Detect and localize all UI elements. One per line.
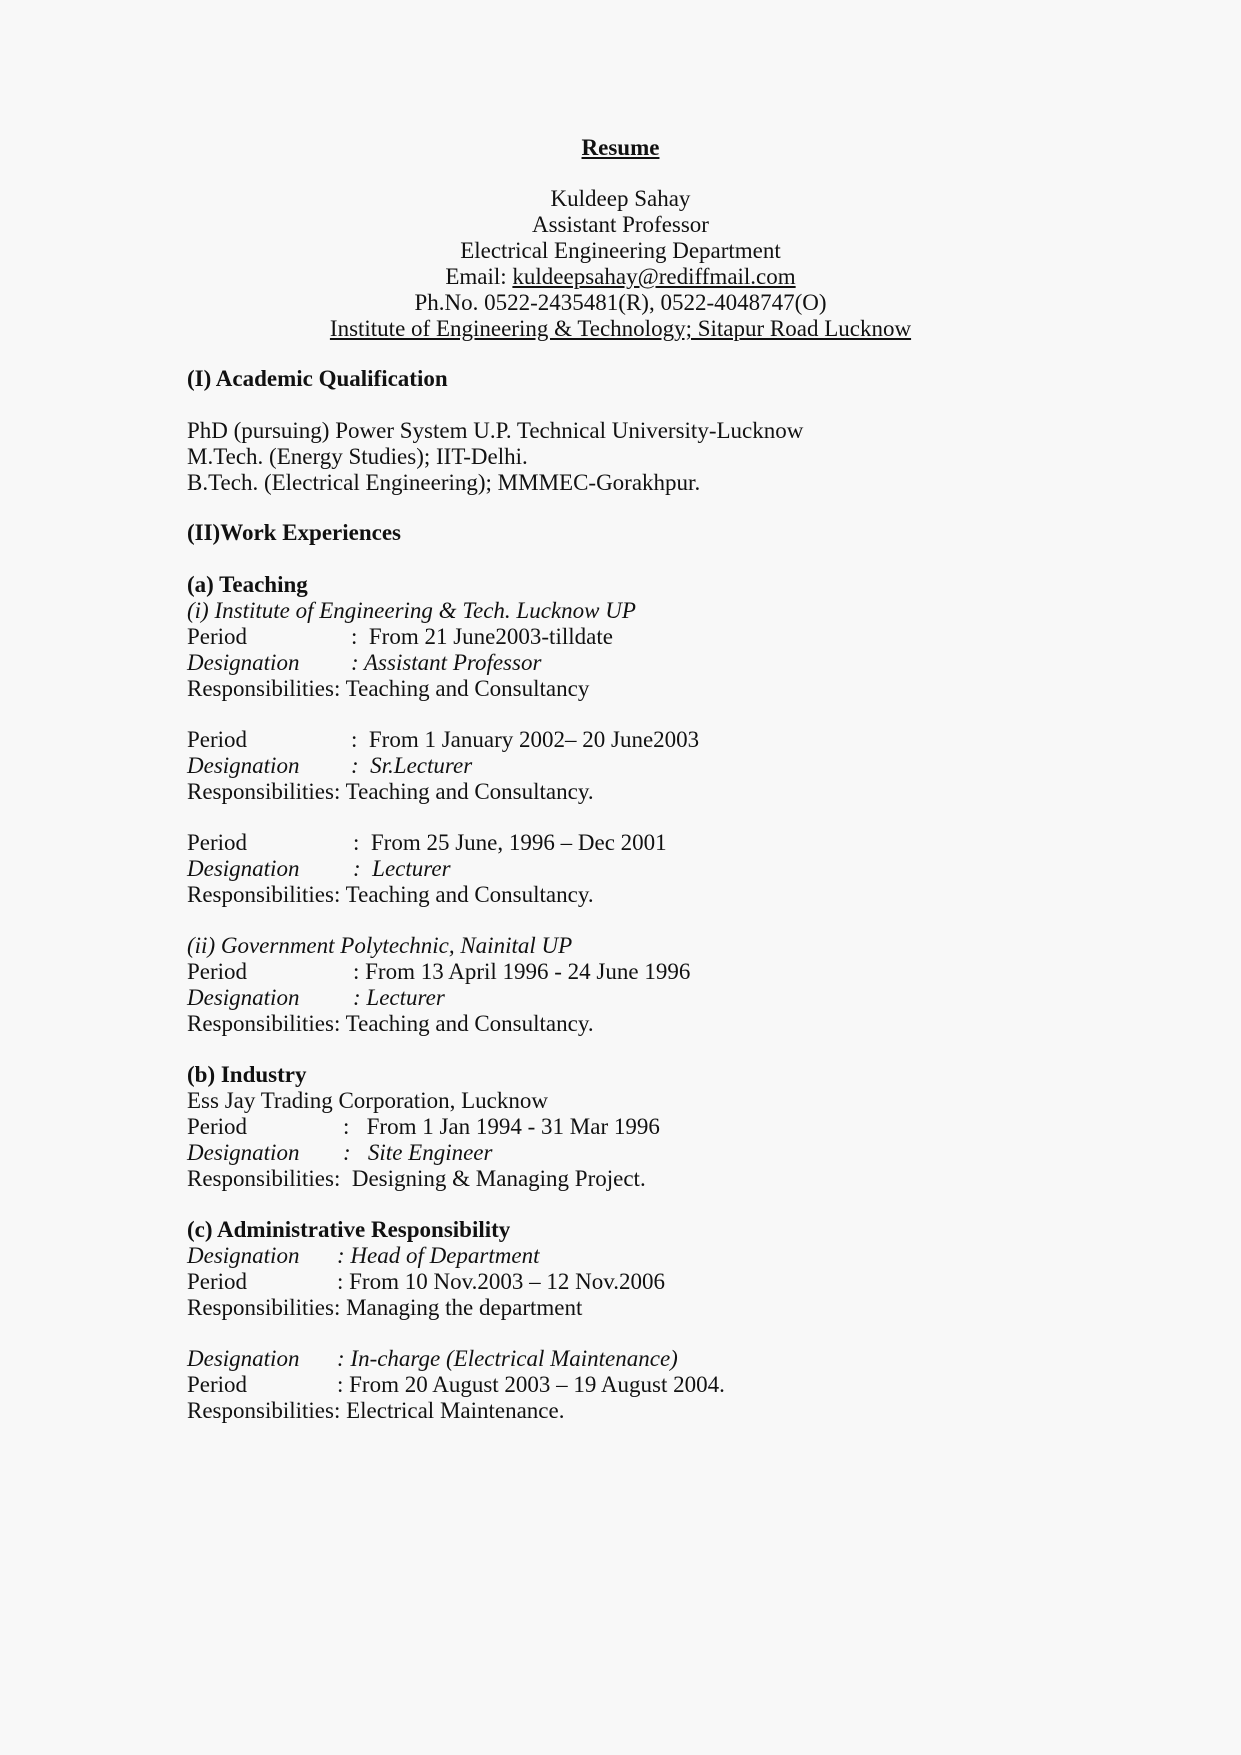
- academic-heading: (I) Academic Qualification: [187, 366, 448, 391]
- designation-row: Designation : Lecturer: [187, 985, 445, 1010]
- industry-heading: (b) Industry: [187, 1062, 307, 1087]
- period-value: : From 1 Jan 1994 - 31 Mar 1996: [343, 1114, 660, 1139]
- designation-value: : Head of Department: [337, 1243, 540, 1268]
- responsibilities-row: Responsibilities: Teaching and Consultancy.: [187, 1011, 594, 1036]
- phone-line: Ph.No. 0522-2435481(R), 0522-4048747(O): [414, 290, 827, 315]
- page-title: Resume: [581, 135, 660, 160]
- designation-row: Designation : Head of Department: [187, 1243, 540, 1268]
- academic-item: PhD (pursuing) Power System U.P. Technical University-Lucknow: [187, 418, 804, 443]
- admin-heading: (c) Administrative Responsibility: [187, 1217, 511, 1242]
- period-value: : From 10 Nov.2003 – 12 Nov.2006: [337, 1269, 665, 1294]
- work-heading: (II)Work Experiences: [187, 520, 402, 545]
- institution-name: (ii) Government Polytechnic, Nainital UP: [187, 933, 573, 958]
- responsibilities-row: Responsibilities: Teaching and Consultancy.: [187, 882, 594, 907]
- designation-value: : Assistant Professor: [351, 650, 542, 675]
- academic-item: M.Tech. (Energy Studies); IIT-Delhi.: [187, 444, 528, 469]
- responsibilities-row: Responsibilities: Managing the department: [187, 1295, 583, 1320]
- period-row: Period : From 1 Jan 1994 - 31 Mar 1996: [187, 1114, 660, 1139]
- period-row: Period : From 25 June, 1996 – Dec 2001: [187, 830, 667, 855]
- designation-value: : Sr.Lecturer: [351, 753, 473, 778]
- designation-value: : Site Engineer: [343, 1140, 493, 1165]
- period-row: Period : From 13 April 1996 - 24 June 1996: [187, 959, 691, 984]
- period-row: Period : From 10 Nov.2003 – 12 Nov.2006: [187, 1269, 665, 1294]
- industry-company: Ess Jay Trading Corporation, Lucknow: [187, 1088, 548, 1113]
- designation-row: Designation : In-charge (Electrical Maintenance): [187, 1346, 678, 1371]
- person-name: Kuldeep Sahay: [550, 186, 691, 211]
- period-row: Period : From 20 August 2003 – 19 August 2004.: [187, 1372, 725, 1397]
- responsibilities-value: Teaching and Consultancy: [340, 676, 590, 701]
- responsibilities-row: Responsibilities: Designing & Managing Project.: [187, 1166, 646, 1191]
- person-position: Assistant Professor: [532, 212, 709, 237]
- person-department: Electrical Engineering Department: [460, 238, 781, 263]
- email-line: [0, 262, 1241, 291]
- email-link[interactable]: kuldeepsahay@rediffmail.com: [512, 264, 796, 289]
- period-row: Period : From 21 June2003-tilldate: [187, 624, 613, 649]
- designation-value: : Lecturer: [353, 985, 445, 1010]
- period-value: : From 25 June, 1996 – Dec 2001: [353, 830, 667, 855]
- teaching-heading: (a) Teaching: [187, 572, 308, 597]
- responsibilities-value: Teaching and Consultancy.: [340, 1011, 594, 1036]
- responsibilities-row: Responsibilities: Teaching and Consultancy: [187, 676, 590, 701]
- institution-name: (i) Institute of Engineering & Tech. Lucknow UP: [187, 598, 636, 623]
- designation-row: Designation : Lecturer: [187, 856, 451, 881]
- responsibilities-row: Responsibilities: Electrical Maintenance.: [187, 1398, 565, 1423]
- designation-row: Designation : Assistant Professor: [187, 650, 542, 675]
- designation-row: Designation : Site Engineer: [187, 1140, 493, 1165]
- designation-row: Designation : Sr.Lecturer: [187, 753, 473, 778]
- responsibilities-value: Managing the department: [340, 1295, 583, 1320]
- period-row: Period : From 1 January 2002– 20 June2003: [187, 727, 700, 752]
- responsibilities-row: Responsibilities: Teaching and Consultancy.: [187, 779, 594, 804]
- academic-item: B.Tech. (Electrical Engineering); MMMEC-Gorakhpur.: [187, 470, 701, 495]
- designation-value: : Lecturer: [353, 856, 451, 881]
- period-value: : From 13 April 1996 - 24 June 1996: [353, 959, 691, 984]
- institute-line: Institute of Engineering & Technology; Sitapur Road Lucknow: [329, 316, 912, 341]
- period-value: : From 1 January 2002– 20 June2003: [351, 727, 700, 752]
- designation-value: : In-charge (Electrical Maintenance): [337, 1346, 678, 1371]
- responsibilities-value: Electrical Maintenance.: [340, 1398, 565, 1423]
- responsibilities-value: Designing & Managing Project.: [340, 1166, 646, 1191]
- period-value: : From 20 August 2003 – 19 August 2004.: [337, 1372, 725, 1397]
- period-value: : From 21 June2003-tilldate: [351, 624, 613, 649]
- email-label: Email:: [445, 264, 513, 289]
- responsibilities-value: Teaching and Consultancy.: [340, 882, 594, 907]
- responsibilities-value: Teaching and Consultancy.: [340, 779, 594, 804]
